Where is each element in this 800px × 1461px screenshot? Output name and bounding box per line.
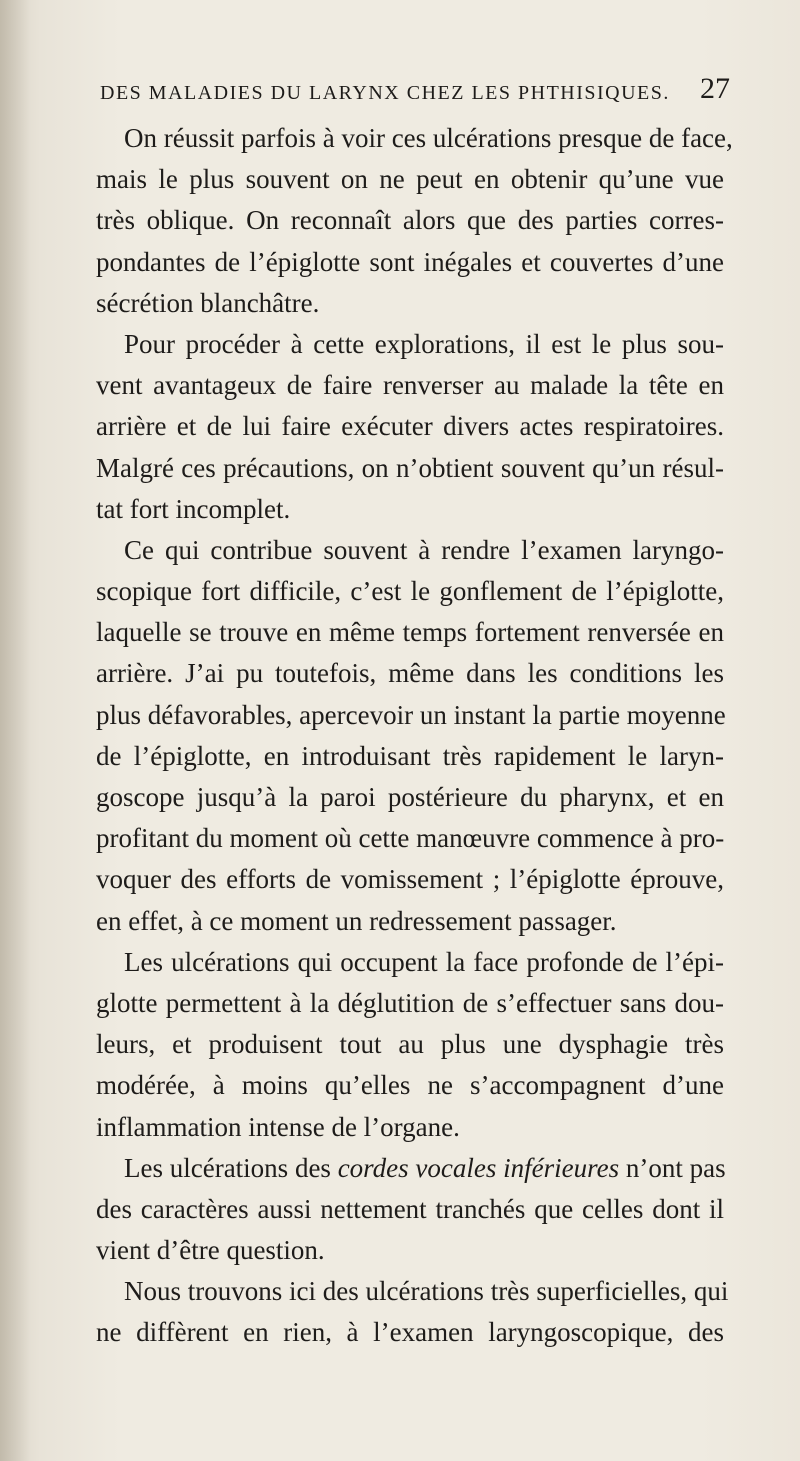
text-line: tat fort incomplet. (96, 493, 291, 524)
text-line: vient d’être question. (96, 1235, 325, 1266)
text-line: leurs, et produisent tout au plus une dysphagie très (96, 1029, 724, 1060)
text-line: sécrétion blanchâtre. (96, 287, 320, 318)
body-text (96, 118, 733, 1354)
text-segment: Les ulcérations des (124, 1152, 338, 1183)
page-header (100, 72, 730, 112)
page-number: 27 (700, 72, 730, 105)
text-line: de l’épiglotte, en introduisant très rapidement le laryn- (96, 740, 724, 771)
text-line: pondantes de l’épiglotte sont inégales et couvertes d’une (96, 246, 724, 277)
text-line: glotte permettent à la déglutition de s’effectuer sans dou- (96, 987, 724, 1018)
text-line: Ce qui contribue souvent à rendre l’examen laryngo- (124, 534, 724, 565)
text-line: Pour procéder à cette explorations, il est le plus sou- (124, 328, 724, 359)
text-line: modérée, à moins qu’elles ne s’accompagnent d’une (96, 1070, 724, 1101)
text-line: profitant du moment où cette manœuvre commence à pro- (96, 823, 725, 854)
text-line: scopique fort difficile, c’est le gonflement de l’épiglotte, (96, 576, 724, 607)
text-line: laquelle se trouve en même temps fortement renversée en (96, 617, 724, 648)
text-line: des caractères aussi nettement tranchés que celles dont il (96, 1193, 724, 1224)
running-title: DES MALADIES DU LARYNX CHEZ LES PHTHISIQUES. (100, 82, 670, 104)
text-line-with-italic (96, 1148, 724, 1189)
text-line: en effet, à ce moment un redressement passager. (96, 905, 617, 936)
text-line: Malgré ces précautions, on n’obtient souvent qu’un résul- (96, 452, 724, 483)
text-line: arrière et de lui faire exécuter divers actes respiratoires. (96, 411, 724, 442)
text-line: vent avantageux de faire renverser au malade la tête en (96, 370, 724, 401)
italic-term: cordes vocales inférieures (337, 1152, 620, 1183)
text-line: goscope jusqu’à la paroi postérieure du pharynx, et en (96, 782, 724, 812)
gutter-shadow (0, 0, 30, 1461)
text-line: On réussit parfois à voir ces ulcérations presque de face, (124, 123, 733, 153)
text-line: voquer des efforts de vomissement ; l’épiglotte éprouve, (96, 864, 724, 895)
text-line: Les ulcérations qui occupent la face profonde de l’épi- (124, 946, 724, 977)
text-line: mais le plus souvent on ne peut en obtenir qu’une vue (96, 164, 724, 195)
text-line: plus défavorables, apercevoir un instant la partie moyenne (96, 699, 726, 730)
text-segment: n’ont pas (619, 1152, 726, 1183)
text-line: arrière. J’ai pu toutefois, même dans les conditions les (96, 658, 724, 689)
text-line: inflammation intense de l’organe. (96, 1111, 460, 1142)
text-line: ne diffèrent en rien, à l’examen laryngoscopique, des (96, 1317, 724, 1348)
text-line: Nous trouvons ici des ulcérations très superficielles, qui (124, 1276, 729, 1307)
text-line: très oblique. On reconnaît alors que des parties corres- (96, 205, 724, 236)
